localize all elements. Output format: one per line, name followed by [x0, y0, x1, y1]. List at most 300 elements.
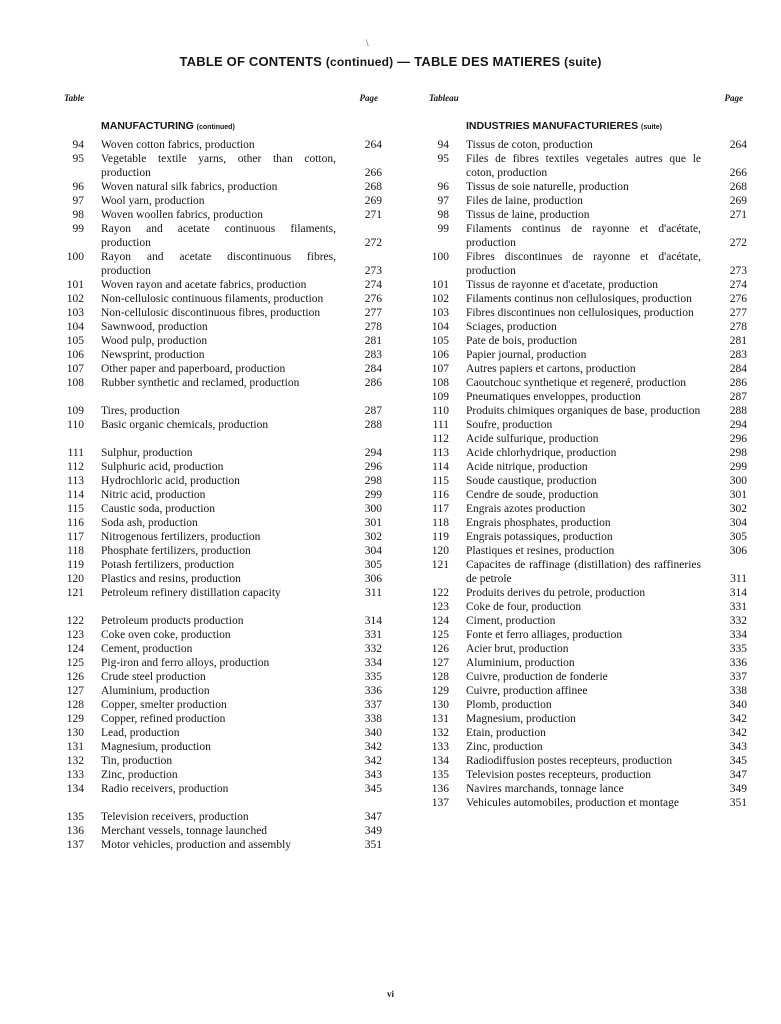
table-number: 111: [432, 419, 449, 431]
table-number: 95: [437, 153, 449, 165]
table-title: Cendre de soude, production: [466, 489, 599, 501]
table-title: Filaments continus non cellulosiques, production: [466, 293, 692, 305]
table-number: 124: [431, 615, 449, 627]
table-number: 115: [432, 475, 449, 487]
entry-list: [60, 138, 382, 852]
table-title: Magnesium, production: [101, 741, 211, 753]
table-number: 137: [431, 797, 449, 809]
page-reference: 283: [729, 349, 747, 361]
page-reference: 331: [729, 601, 747, 613]
toc-entry: [60, 138, 382, 152]
table-number: 134: [431, 755, 449, 767]
toc-entry: [425, 656, 747, 670]
table-title: Non-cellulosic continuous filaments, production: [101, 293, 324, 305]
toc-entry: [425, 698, 747, 712]
table-number: 103: [66, 307, 84, 319]
toc-entry: [60, 250, 382, 278]
table-number: 113: [432, 447, 449, 459]
table-title: Fibres discontinues de rayonne et d'acétate, production: [466, 251, 701, 277]
page-reference: 301: [729, 489, 747, 501]
table-title: Sciages, production: [466, 321, 557, 333]
toc-entry: [60, 670, 382, 684]
table-heading: Tableau: [429, 93, 459, 103]
table-number: 97: [72, 195, 84, 207]
title-fr-suite: (suite): [564, 55, 602, 69]
page-title: [0, 54, 781, 69]
table-number: 112: [432, 433, 449, 445]
table-title: Nitrogenous fertilizers, production: [101, 531, 261, 543]
page-reference: 273: [729, 265, 747, 277]
table-number: 133: [431, 741, 449, 753]
table-title: Acide sulfurique, production: [466, 433, 599, 445]
table-title: Newsprint, production: [101, 349, 205, 361]
page-reference: 335: [364, 671, 382, 683]
page-reference: 276: [729, 293, 747, 305]
table-number: 102: [66, 293, 84, 305]
page-reference: 349: [364, 825, 382, 837]
toc-entry: [425, 768, 747, 782]
page-reference: 342: [729, 727, 747, 739]
table-title: Autres papiers et cartons, production: [466, 363, 636, 375]
table-title: Pig-iron and ferro alloys, production: [101, 657, 270, 669]
page-reference: 288: [364, 419, 382, 431]
toc-entry: [425, 152, 747, 180]
page-reference: 345: [729, 755, 747, 767]
table-title: Files de laine, production: [466, 195, 583, 207]
page-reference: 271: [729, 209, 747, 221]
table-number: 130: [431, 699, 449, 711]
toc-entry: [60, 726, 382, 740]
page-reference: 302: [729, 503, 747, 515]
table-number: 133: [66, 769, 84, 781]
table-number: 121: [431, 559, 449, 571]
table-number: 107: [431, 363, 449, 375]
table-title: Plastics and resins, production: [101, 573, 241, 585]
table-number: 131: [66, 741, 84, 753]
toc-entry: [425, 726, 747, 740]
table-title: Wood pulp, production: [101, 335, 208, 347]
table-title: Television receivers, production: [101, 811, 249, 823]
toc-entry: [60, 740, 382, 754]
page-reference: 305: [364, 559, 382, 571]
table-number: 110: [432, 405, 449, 417]
table-number: 95: [72, 153, 84, 165]
toc-entry: [60, 208, 382, 222]
entry-list: [425, 138, 747, 810]
page-reference: 305: [729, 531, 747, 543]
table-title: Aluminium, production: [101, 685, 210, 697]
toc-entry: [60, 516, 382, 530]
table-title: Tissus de soie naturelle, production: [466, 181, 629, 193]
toc-entry: [425, 754, 747, 768]
toc-entry: [60, 222, 382, 250]
table-title: Magnesium, production: [466, 713, 576, 725]
table-number: 125: [66, 657, 84, 669]
table-title: Merchant vessels, tonnage launched: [101, 825, 268, 837]
page-reference: 272: [364, 237, 382, 249]
toc-entry: [60, 502, 382, 516]
table-title: Cuivre, production de fonderie: [466, 671, 608, 683]
table-title: Engrais potassiques, production: [466, 531, 613, 543]
table-title: Sulphur, production: [101, 447, 193, 459]
table-number: 136: [431, 783, 449, 795]
table-title: Files de fibres textiles vegetales autres que le coton, production: [466, 153, 701, 179]
page-reference: 288: [729, 405, 747, 417]
table-number: 137: [66, 839, 84, 851]
page-reference: 269: [364, 195, 382, 207]
page-reference: 342: [729, 713, 747, 725]
table-number: 100: [66, 251, 84, 263]
table-number: 135: [66, 811, 84, 823]
page-reference: 314: [729, 587, 747, 599]
page-reference: 306: [364, 573, 382, 585]
table-number: 123: [66, 629, 84, 641]
toc-entry: [60, 712, 382, 726]
toc-entry: [60, 768, 382, 782]
table-number: 130: [66, 727, 84, 739]
toc-entry: [60, 180, 382, 194]
table-number: 126: [66, 671, 84, 683]
toc-entry: [60, 642, 382, 656]
table-title: Pate de bois, production: [466, 335, 578, 347]
title-en: TABLE OF CONTENTS: [179, 54, 323, 69]
toc-entry: [60, 348, 382, 362]
table-number: 108: [66, 377, 84, 389]
column-header: [60, 93, 382, 109]
table-title: Crude steel production: [101, 671, 206, 683]
toc-entry: [60, 320, 382, 334]
title-dash: —: [397, 54, 411, 69]
toc-entry: [60, 194, 382, 208]
page-reference: 273: [364, 265, 382, 277]
table-number: 119: [67, 559, 84, 571]
table-title: Rubber synthetic and reclamed, production: [101, 377, 300, 389]
page-reference: 299: [729, 461, 747, 473]
table-title: Lead, production: [101, 727, 180, 739]
toc-entry: [425, 362, 747, 376]
table-title: Capacites de raffinage (distillation) des raffineries de petrole: [466, 559, 701, 585]
toc-entry: [60, 782, 382, 796]
toc-entry: [425, 320, 747, 334]
table-number: 128: [66, 699, 84, 711]
table-title: Cement, production: [101, 643, 193, 655]
table-number: 110: [67, 419, 84, 431]
page-reference: 284: [364, 363, 382, 375]
table-title: Produits chimiques organiques de base, production: [466, 405, 701, 417]
french-column: [425, 93, 747, 810]
table-title: Soufre, production: [466, 419, 553, 431]
table-number: 121: [66, 587, 84, 599]
page-reference: 294: [729, 419, 747, 431]
table-number: 116: [67, 517, 84, 529]
page-reference: 345: [364, 783, 382, 795]
table-number: 129: [431, 685, 449, 697]
page-reference: 340: [729, 699, 747, 711]
page-reference: 311: [365, 587, 382, 599]
page-reference: 294: [364, 447, 382, 459]
toc-entry: [60, 404, 382, 418]
page-reference: 264: [364, 139, 382, 151]
table-title: Copper, refined production: [101, 713, 226, 725]
table-number: 106: [66, 349, 84, 361]
toc-entry: [60, 530, 382, 544]
page-reference: 314: [364, 615, 382, 627]
toc-entry: [60, 362, 382, 376]
page-reference: 299: [364, 489, 382, 501]
page-reference: 347: [364, 811, 382, 823]
table-title: Tissus de rayonne et d'acetate, production: [466, 279, 658, 291]
table-number: 118: [67, 545, 84, 557]
page-heading: Page: [359, 93, 378, 103]
table-title: Etain, production: [466, 727, 546, 739]
table-number: 94: [72, 139, 84, 151]
table-number: 113: [67, 475, 84, 487]
section-note: (suite): [641, 124, 663, 131]
table-number: 119: [432, 531, 449, 543]
table-title: Soude caustique, production: [466, 475, 597, 487]
table-title: Rayon and acetate continuous filaments, production: [101, 223, 336, 249]
page-reference: 287: [729, 391, 747, 403]
english-column: [60, 93, 382, 852]
table-number: 105: [431, 335, 449, 347]
page-reference: 332: [364, 643, 382, 655]
toc-entry: [60, 446, 382, 460]
table-number: 97: [437, 195, 449, 207]
page-reference: 335: [729, 643, 747, 655]
table-number: 127: [431, 657, 449, 669]
table-number: 117: [67, 531, 84, 543]
table-title: Engrais azotes production: [466, 503, 586, 515]
page-reference: 271: [364, 209, 382, 221]
table-title: Cuivre, production affinee: [466, 685, 588, 697]
page-reference: 334: [729, 629, 747, 641]
table-title: Woven cotton fabrics, production: [101, 139, 255, 151]
table-title: Radiodiffusion postes recepteurs, production: [466, 755, 673, 767]
page-reference: 296: [729, 433, 747, 445]
page-reference: 311: [730, 573, 747, 585]
table-number: 122: [66, 615, 84, 627]
toc-entry: [60, 292, 382, 306]
table-title: Vegetable textile yarns, other than cotton, production: [101, 153, 336, 179]
page-reference: 343: [729, 741, 747, 753]
table-title: Other paper and paperboard, production: [101, 363, 286, 375]
page-number: vi: [386, 989, 394, 999]
table-title: Acide chlorhydrique, production: [466, 447, 617, 459]
table-title: Acier brut, production: [466, 643, 569, 655]
table-number: 96: [72, 181, 84, 193]
toc-entry: [425, 222, 747, 250]
toc-entry: [425, 712, 747, 726]
toc-entry: [425, 586, 747, 600]
table-title: Plomb, production: [466, 699, 552, 711]
table-number: 94: [437, 139, 449, 151]
table-title: Television postes recepteurs, production: [466, 769, 652, 781]
page-reference: 277: [364, 307, 382, 319]
toc-entry: [60, 754, 382, 768]
table-title: Pneumatiques enveloppes, production: [466, 391, 641, 403]
table-number: 100: [431, 251, 449, 263]
page-reference: 304: [729, 517, 747, 529]
toc-entry: [60, 824, 382, 838]
toc-entry: [60, 628, 382, 642]
toc-entry: [60, 488, 382, 502]
table-number: 114: [432, 461, 449, 473]
table-number: 98: [72, 209, 84, 221]
toc-entry: [425, 642, 747, 656]
page-reference: 266: [364, 167, 382, 179]
toc-entry: [425, 460, 747, 474]
title-fr: TABLE DES MATIERES: [414, 54, 561, 69]
table-title: Nitric acid, production: [101, 489, 206, 501]
page-reference: 268: [364, 181, 382, 193]
page-mark: \: [366, 38, 369, 48]
page-reference: 302: [364, 531, 382, 543]
table-number: 117: [432, 503, 449, 515]
page-reference: 300: [364, 503, 382, 515]
page-reference: 332: [729, 615, 747, 627]
table-number: 118: [432, 517, 449, 529]
toc-entry: [425, 502, 747, 516]
table-title: Motor vehicles, production and assembly: [101, 839, 292, 851]
section-title: INDUSTRIES MANUFACTURIERES: [466, 120, 639, 132]
table-number: 125: [431, 629, 449, 641]
toc-entry: [425, 432, 747, 446]
toc-entry: [60, 460, 382, 474]
page-reference: 274: [364, 279, 382, 291]
page-reference: 281: [364, 335, 382, 347]
toc-entry: [425, 740, 747, 754]
page-reference: 342: [364, 755, 382, 767]
table-number: 120: [431, 545, 449, 557]
table-title: Plastiques et resines, production: [466, 545, 615, 557]
page-heading: Page: [724, 93, 743, 103]
table-title: Petroleum products production: [101, 615, 244, 627]
table-number: 135: [431, 769, 449, 781]
table-title: Petroleum refinery distillation capacity: [101, 587, 281, 599]
table-number: 132: [66, 755, 84, 767]
page-reference: 296: [364, 461, 382, 473]
table-title: Tissus de laine, production: [466, 209, 590, 221]
page-reference: 301: [364, 517, 382, 529]
toc-entry: [425, 208, 747, 222]
page-reference: 272: [729, 237, 747, 249]
toc-entry: [60, 544, 382, 558]
page-reference: 338: [729, 685, 747, 697]
toc-entry: [425, 180, 747, 194]
table-title: Hydrochloric acid, production: [101, 475, 240, 487]
toc-entry: [60, 684, 382, 698]
page-reference: 347: [729, 769, 747, 781]
page-reference: 269: [729, 195, 747, 207]
page-reference: 342: [364, 741, 382, 753]
table-number: 105: [66, 335, 84, 347]
toc-entry: [425, 796, 747, 810]
table-title: Coke oven coke, production: [101, 629, 231, 641]
toc-entry: [60, 838, 382, 852]
table-title: Zinc, production: [466, 741, 543, 753]
page-reference: 278: [729, 321, 747, 333]
page-reference: 351: [729, 797, 747, 809]
toc-entry: [60, 418, 382, 432]
table-number: 98: [437, 209, 449, 221]
section-heading: [60, 119, 382, 133]
page-reference: 286: [729, 377, 747, 389]
table-title: Papier journal, production: [466, 349, 587, 361]
table-title: Vehicules automobiles, production et montage: [466, 797, 680, 809]
table-number: 109: [66, 405, 84, 417]
toc-entry: [425, 670, 747, 684]
section-note: (continued): [196, 124, 235, 131]
page-reference: 277: [729, 307, 747, 319]
page-reference: 283: [364, 349, 382, 361]
page-reference: 287: [364, 405, 382, 417]
page-reference: 286: [364, 377, 382, 389]
page-reference: 349: [729, 783, 747, 795]
table-title: Soda ash, production: [101, 517, 198, 529]
page-reference: 298: [729, 447, 747, 459]
toc-entry: [425, 558, 747, 586]
toc-entry: [425, 600, 747, 614]
table-number: 96: [437, 181, 449, 193]
page-reference: 334: [364, 657, 382, 669]
toc-entry: [425, 376, 747, 390]
toc-entry: [425, 194, 747, 208]
table-title: Woven natural silk fabrics, production: [101, 181, 278, 193]
toc-entry: [425, 628, 747, 642]
table-number: 114: [67, 489, 84, 501]
table-number: 134: [66, 783, 84, 795]
table-number: 102: [431, 293, 449, 305]
table-title: Acide nitrique, production: [466, 461, 588, 473]
page-reference: 340: [364, 727, 382, 739]
page-reference: 268: [729, 181, 747, 193]
table-number: 108: [431, 377, 449, 389]
toc-entry: [60, 152, 382, 180]
table-number: 129: [66, 713, 84, 725]
table-number: 127: [66, 685, 84, 697]
table-number: 124: [66, 643, 84, 655]
table-number: 109: [431, 391, 449, 403]
table-number: 107: [66, 363, 84, 375]
table-number: 112: [67, 461, 84, 473]
page-reference: 274: [729, 279, 747, 291]
page-reference: 306: [729, 545, 747, 557]
toc-entry: [60, 376, 382, 390]
page-reference: 300: [729, 475, 747, 487]
toc-entry: [425, 684, 747, 698]
table-title: Copper, smelter production: [101, 699, 227, 711]
page-reference: 338: [364, 713, 382, 725]
section-heading: [425, 119, 747, 133]
table-number: 99: [437, 223, 449, 235]
table-number: 123: [431, 601, 449, 613]
table-title: Caustic soda, production: [101, 503, 216, 515]
table-title: Basic organic chemicals, production: [101, 419, 269, 431]
toc-entry: [425, 488, 747, 502]
table-title: Fonte et ferro alliages, production: [466, 629, 623, 641]
table-number: 115: [67, 503, 84, 515]
toc-entry: [425, 250, 747, 278]
toc-entry: [60, 698, 382, 712]
table-title: Woven rayon and acetate fabrics, production: [101, 279, 307, 291]
toc-entry: [425, 614, 747, 628]
table-title: Radio receivers, production: [101, 783, 229, 795]
toc-entry: [425, 782, 747, 796]
page-reference: 337: [729, 671, 747, 683]
page-reference: 298: [364, 475, 382, 487]
page-reference: 304: [364, 545, 382, 557]
table-title: Zinc, production: [101, 769, 178, 781]
